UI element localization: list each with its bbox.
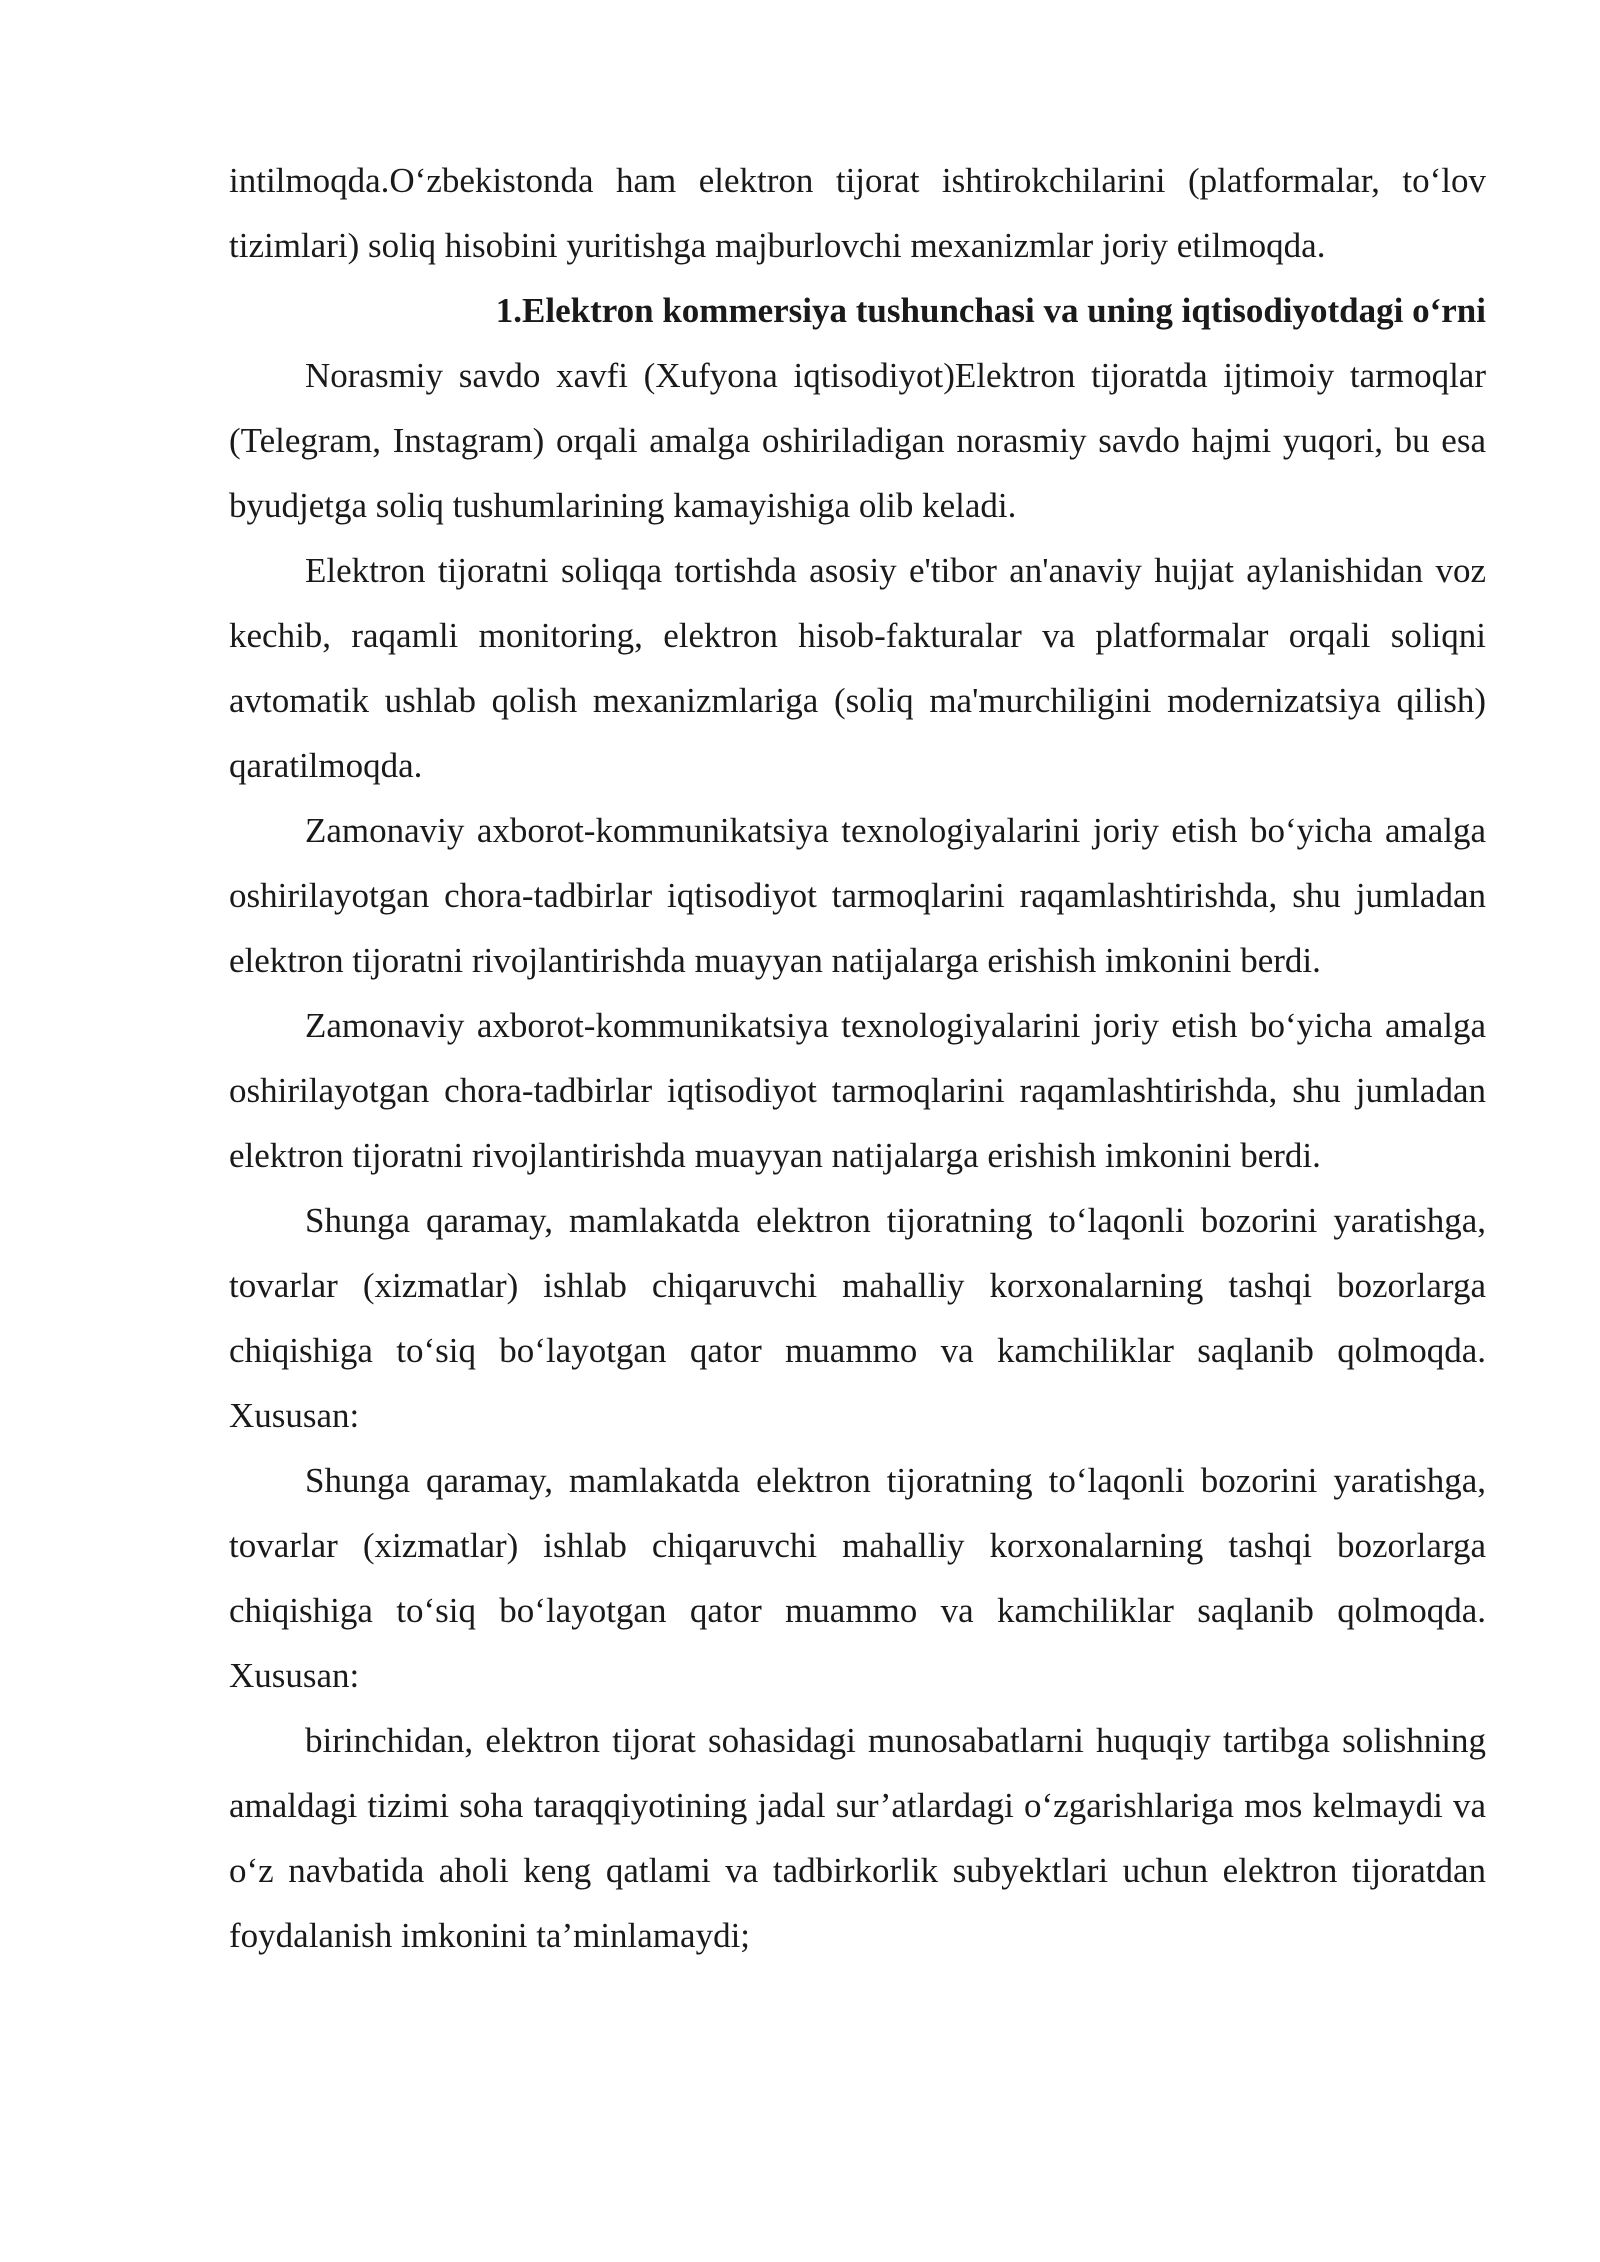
paragraph-tax-modernization: Elektron tijoratni soliqqa tortishda asosiy e'tibor an'anaviy hujjat aylanishidan voz kechib, raqamli monitoring, elektron hisob-fakturalar va platformalar orqali soliqni avtomatik ushlab qolish mexanizmlariga (soliq ma'murchiligini modernizatsiya qilish) qaratilmoqda. bbox=[229, 551, 1486, 785]
paragraph-informal-trade: Norasmiy savdo xavfi (Xufyona iqtisodiyot)Elektron tijoratda ijtimoiy tarmoqlar (Telegram, Instagram) orqali amalga oshiriladigan norasmiy savdo hajmi yuqori, bu esa byudjetga soliq tushumlarining kamayishiga olib keladi. bbox=[229, 356, 1486, 525]
paragraph-ict-measures-repeat: Zamonaviy axborot-kommunikatsiya texnologiyalarini joriy etish bo‘yicha amalga oshirilayotgan chora-tadbirlar iqtisodiyot tarmoqlarini raqamlashtirishda, shu jumladan elektron tijoratni rivojlantirishda muayyan natijalarga erishish imkonini berdi. bbox=[229, 1006, 1486, 1175]
paragraph-ict-measures: Zamonaviy axborot-kommunikatsiya texnologiyalarini joriy etish bo‘yicha amalga oshirilayotgan chora-tadbirlar iqtisodiyot tarmoqlarini raqamlashtirishda, shu jumladan elektron tijoratni rivojlantirishda muayyan natijalarga erishish imkonini berdi. bbox=[229, 811, 1486, 980]
paragraph-market-problems: Shunga qaramay, mamlakatda elektron tijoratning to‘laqonli bozorini yaratishga, tovarlar (xizmatlar) ishlab chiqaruvchi mahalliy korxonalarning tashqi bozorlarga chiqishiga to‘siq bo‘layotgan qator muammo va kamchiliklar saqlanib qolmoqda. Xususan: bbox=[229, 1201, 1486, 1435]
paragraph-market-problems-repeat: Shunga qaramay, mamlakatda elektron tijoratning to‘laqonli bozorini yaratishga, tovarlar (xizmatlar) ishlab chiqaruvchi mahalliy korxonalarning tashqi bozorlarga chiqishiga to‘siq bo‘layotgan qator muammo va kamchiliklar saqlanib qolmoqda. Xususan: bbox=[229, 1461, 1486, 1695]
section-heading: 1.Elektron kommersiya tushunchasi va uning iqtisodiyotdagi o‘rni bbox=[495, 291, 1486, 330]
paragraph-continuation: intilmoqda.O‘zbekistonda ham elektron tijorat ishtirokchilarini (platformalar, to‘lov tizimlari) soliq hisobini yuritishga majburlovchi mexanizmlar joriy etilmoqda. bbox=[229, 161, 1486, 265]
document-body bbox=[229, 148, 1486, 1968]
paragraph-firstly: birinchidan, elektron tijorat sohasidagi munosabatlarni huquqiy tartibga solishning amaldagi tizimi soha taraqqiyotining jadal sur’atlardagi o‘zgarishlariga mos kelmaydi va o‘z navbatida aholi keng qatlami va tadbirkorlik subyektlari uchun elektron tijoratdan foydalanish imkonini ta’minlamaydi; bbox=[229, 1721, 1486, 1955]
